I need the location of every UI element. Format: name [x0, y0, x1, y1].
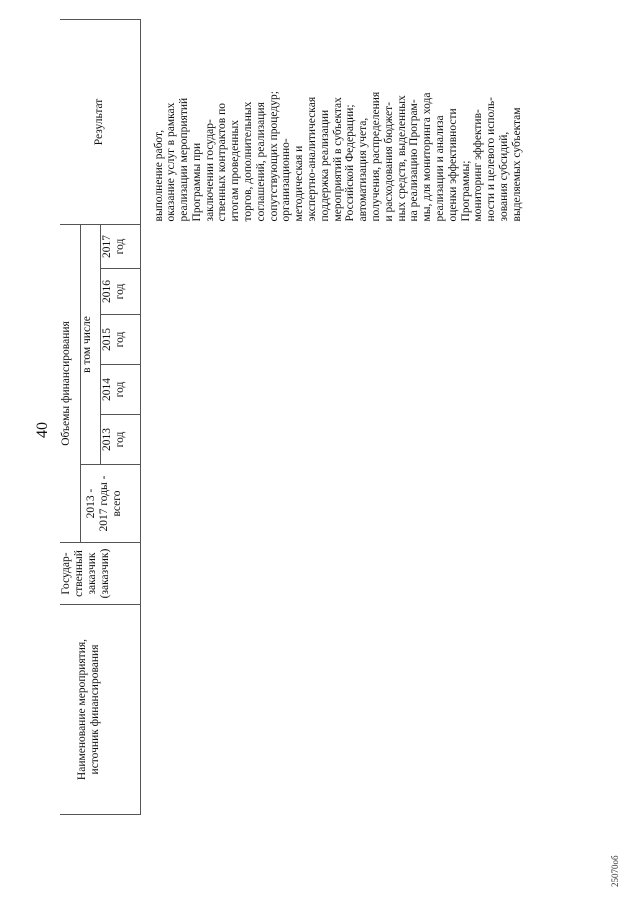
header-including: в том числе — [80, 224, 100, 464]
body-empty — [140, 224, 601, 814]
page-number: 40 — [34, 422, 51, 438]
header-year-2016: 2016 год — [100, 269, 140, 315]
header-result: Результат — [60, 19, 140, 224]
header-year-2017: 2017 год — [100, 224, 140, 268]
header-customer: Государ- ственный заказчик (заказчик) — [60, 543, 140, 605]
funding-table — [60, 19, 601, 815]
header-total: 2013 - 2017 годы - всего — [80, 465, 140, 543]
header-year-2014: 2014 год — [100, 365, 140, 415]
header-year-2015: 2015 год — [100, 315, 140, 365]
header-activity-name: Наименование мероприятия, источник финансирования — [60, 605, 140, 815]
result-text: выполнение работ, оказание услуг в рамках реализации мероприятий Программы при заключении государ- ственных контрактов по итогам проведенных торгов, дополнительных соглашений, реализация сопутствующих процедур; организационно- методическая и экспертно-аналитическая поддержка реализации мероприятий в субъектах Российской Федерации; автоматизация учета, получения, распределения и расходования бюджет- ных средств, выделенных на реализацию Програм- мы, для мониторинга хода реализации и анализа оценки эффективности Программы; мониторинг эффектив- ности и целевого исполь- зования субсидий, выделяемых субъектам — [152, 91, 523, 222]
header-year-2013: 2013 год — [100, 415, 140, 465]
document-code: 25070об — [610, 855, 620, 887]
header-funding: Объемы финансирования — [60, 224, 80, 542]
